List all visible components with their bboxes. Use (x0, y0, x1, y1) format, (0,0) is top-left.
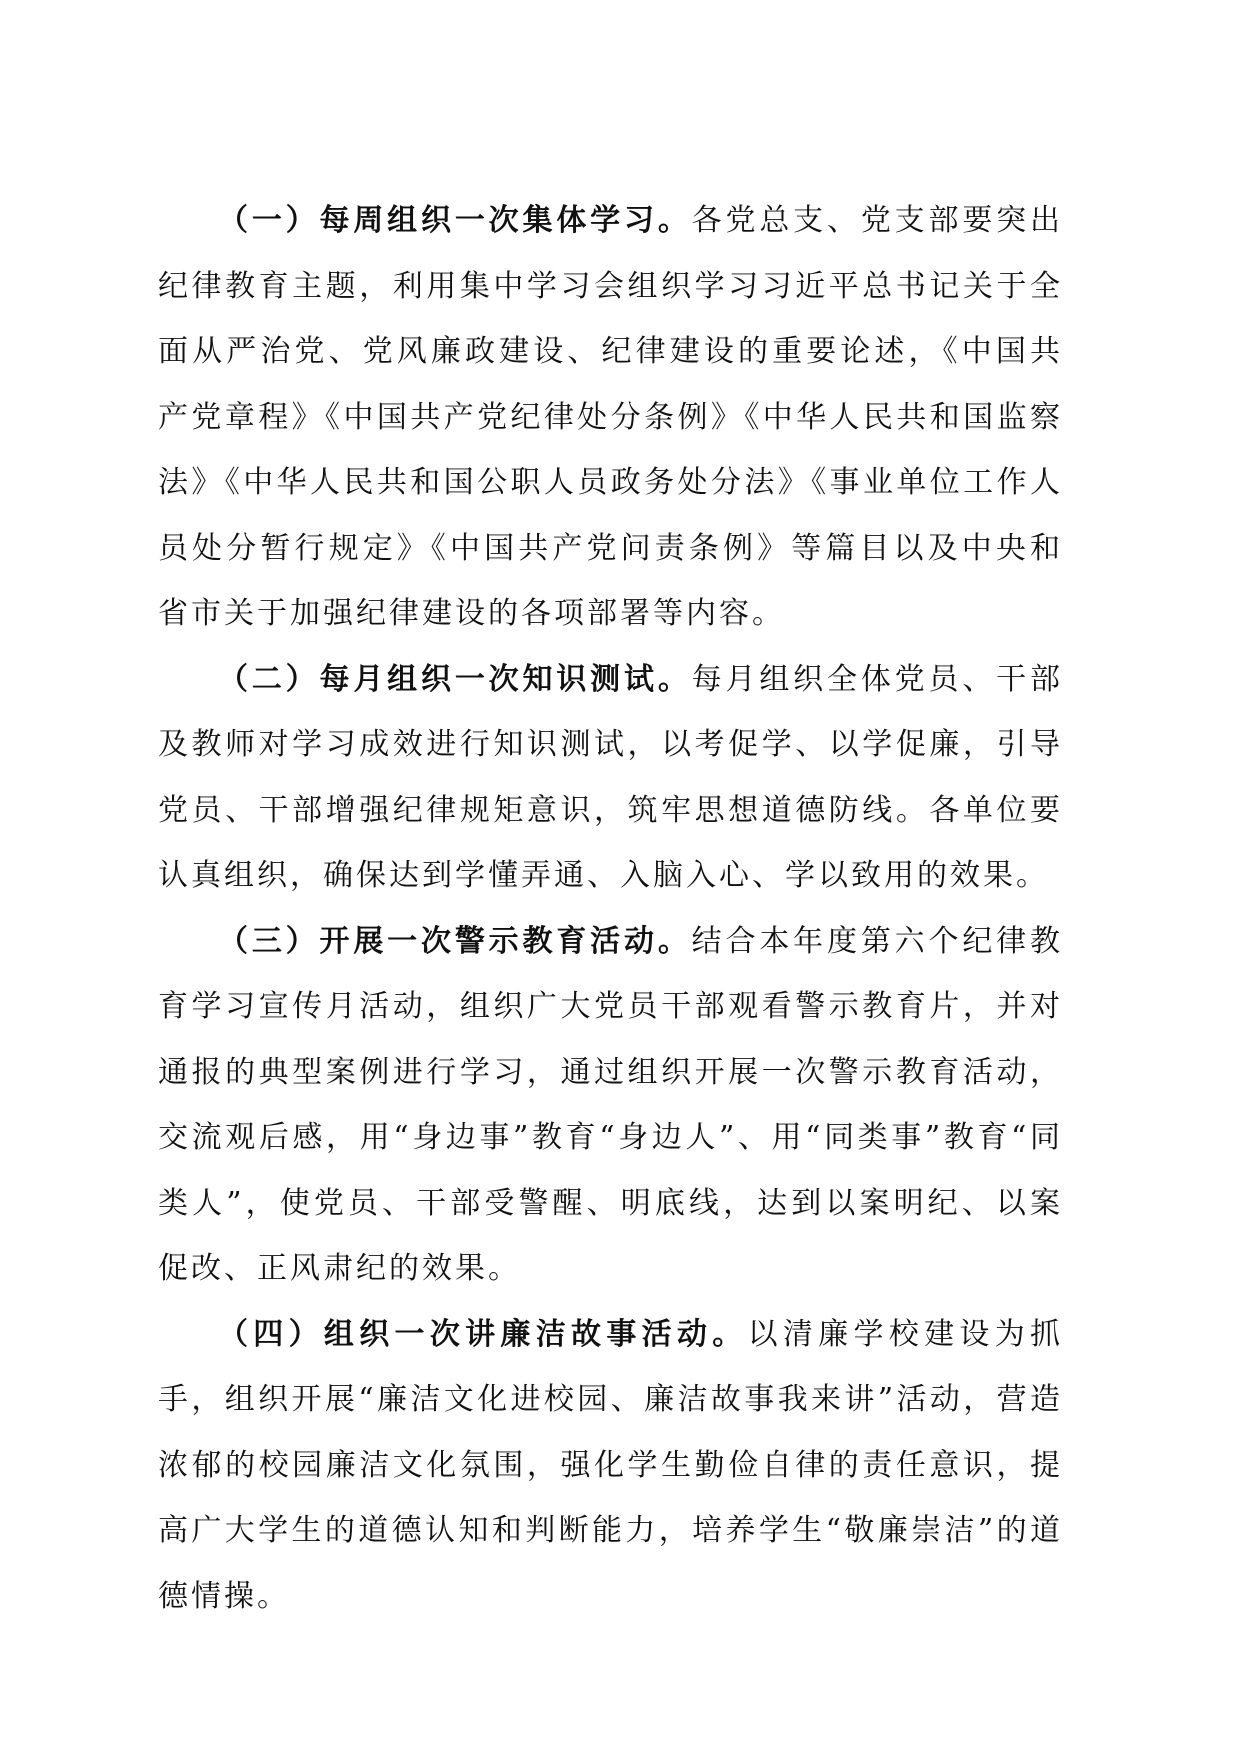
paragraph-text: 各党总支、党支部要突出纪律教育主题，利用集中学习会组织学习习近平总书记关于全面从严治党、党风廉政建设、纪律建设的重要论述，《中国共产党章程》《中国共产党纪律处分条例》《中华人民共和国监察法》《中华人民共和国公职人员政务处分法》《事业单位工作人员处分暂行规定》《中国共产党问责条例》等篇目以及中央和省市关于加强纪律建设的各项部署等内容。 (158, 203, 1064, 631)
document-body (158, 188, 1063, 1629)
paragraph-integrity-stories (158, 1302, 1063, 1630)
paragraph-heading: （四）组织一次讲廉洁故事活动。 (218, 1316, 748, 1352)
paragraph-heading: （一）每周组织一次集体学习。 (218, 203, 692, 238)
paragraph-monthly-test (158, 647, 1063, 909)
paragraph-warning-education (158, 909, 1063, 1302)
paragraph-text: 以清廉学校建设为抓手，组织开展“廉洁文化进校园、廉洁故事我来讲”活动，营造浓郁的校园廉洁文化氛围，强化学生勤俭自律的责任意识，提高广大学生的道德认知和判断能力，培养学生“敬廉崇洁”的道德情操。 (158, 1316, 1064, 1614)
paragraph-heading: （三）开展一次警示教育活动。 (218, 923, 692, 959)
paragraph-text: 结合本年度第六个纪律教育学习宣传月活动，组织广大党员干部观看警示教育片，并对通报的典型案例进行学习，通过组织开展一次警示教育活动，交流观后感，用“身边事”教育“身边人”、用“同类事”教育“同类人”，使党员、干部受警醒、明底线，达到以案明纪、以案促改、正风肃纪的效果。 (158, 923, 1064, 1286)
paragraph-heading: （二）每月组织一次知识测试。 (218, 661, 692, 697)
paragraph-text: 每月组织全体党员、干部及教师对学习成效进行知识测试，以考促学、以学促廉，引导党员、干部增强纪律规矩意识，筑牢思想道德防线。各单位要认真组织，确保达到学懂弄通、入脑入心、学以致用的效果。 (158, 661, 1064, 893)
paragraph-weekly-study (158, 188, 1063, 647)
